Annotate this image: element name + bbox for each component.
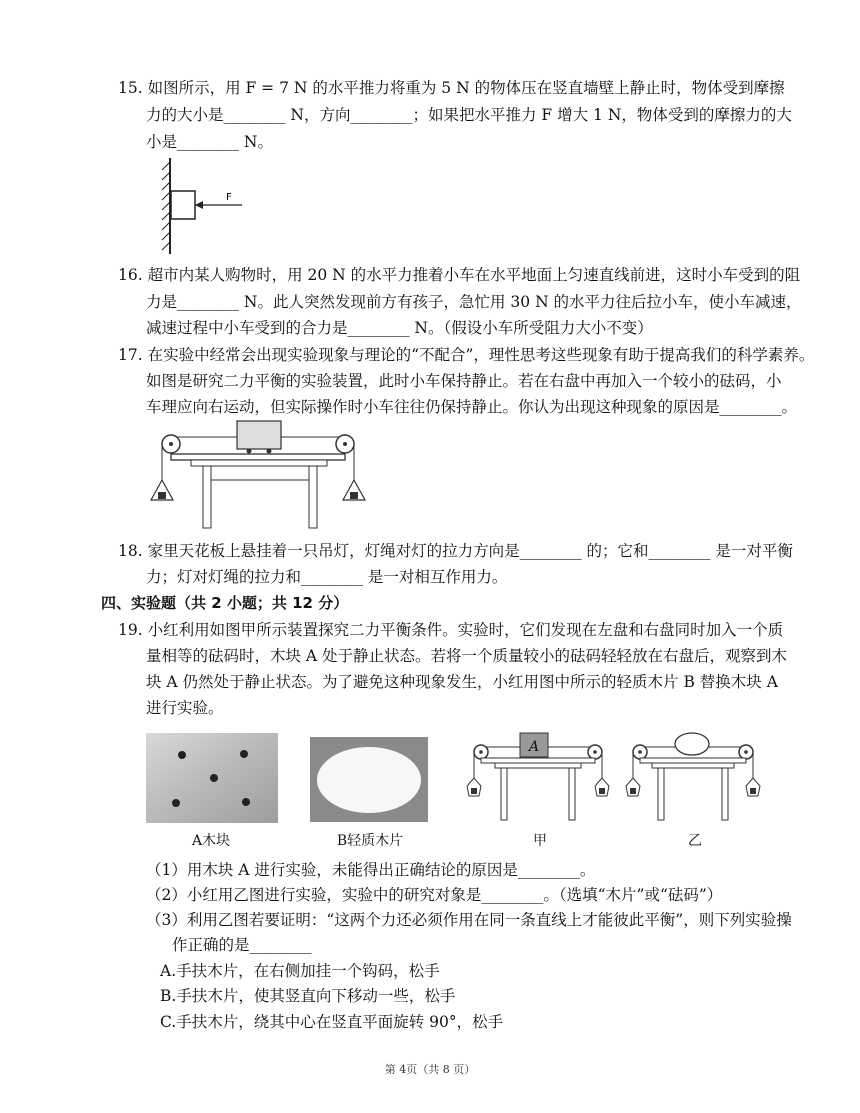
light-card-photo [310, 737, 428, 822]
section-heading: 四、实验题（共 2 小题；共 12 分） [101, 594, 349, 612]
q19-sub3-line2: 作正确的是________ [172, 936, 312, 954]
q15-wall-figure [150, 158, 250, 258]
figure-jia [463, 730, 623, 825]
q19-line1: 19. 小红利用如图甲所示装置探究二力平衡条件。实验时，它们发现在左盘和右盘同时加入一个质 [118, 621, 784, 639]
q19-sub2: （2）小红用乙图进行实验，实验中的研究对象是________。（选填“木片”或“砝码”） [146, 886, 723, 904]
q18-line1: 18. 家里天花板上悬挂着一只吊灯，灯绳对灯的拉力方向是________ 的；它和________ 是一对平衡 [118, 542, 793, 560]
caption-jia: 甲 [533, 833, 547, 849]
q15-line2: 力的大小是________ N，方向________；如果把水平推力 F 增大 1 N，物体受到的摩擦力的大 [146, 106, 792, 124]
q19-option-a: A.手扶木片，在右侧加挂一个钩码，松手 [160, 962, 440, 980]
force-label: F [226, 192, 232, 203]
q19-line4: 进行实验。 [146, 699, 224, 717]
caption-yi: 乙 [688, 833, 702, 849]
q19-line3: 块 A 仍然处于静止状态。为了避免这种现象发生，小红用图中所示的轻质木片 B 替换木块 A [146, 673, 778, 691]
q17-apparatus-figure [145, 418, 375, 533]
block-letter: A [528, 739, 540, 755]
q15-line1: 15. 如图所示，用 F = 7 N 的水平推力将重为 5 N 的物体压在竖直墙壁上静止时，物体受到摩擦 [118, 79, 785, 97]
q19-sub3-line1: （3）利用乙图若要证明：“这两个力还必须作用在同一条直线上才能彼此平衡”，则下列实验操 [146, 911, 792, 929]
q19-sub1: （1）用木块 A 进行实验，未能得出正确结论的原因是________。 [146, 861, 596, 879]
caption-light-card: B轻质木片 [336, 833, 404, 849]
caption-wood-block: A木块 [191, 833, 231, 849]
page-footer: 第 4页（共 8 页） [384, 1063, 476, 1076]
q17-line3: 车理应向右运动，但实际操作时小车往往仍保持静止。你认为出现这种现象的原因是________。 [146, 398, 798, 416]
q16-line2: 力是________ N。此人突然发现前方有孩子，急忙用 30 N 的水平力往后拉小车，使小车减速， [146, 293, 802, 311]
wood-block-photo [146, 733, 278, 823]
q16-line1: 16. 超市内某人购物时，用 20 N 的水平力推着小车在水平地面上匀速直线前进，这时小车受到的阻 [118, 266, 801, 284]
figure-yi [622, 730, 782, 825]
q19-line2: 量相等的砝码时，木块 A 处于静止状态。若将一个质量较小的砝码轻轻放在右盘后，观察到木 [146, 647, 788, 665]
q18-line2: 力；灯对灯绳的拉力和________ 是一对相互作用力。 [146, 568, 508, 586]
q17-line1: 17. 在实验中经常会出现实验现象与理论的“不配合”，理性思考这些现象有助于提高我们的科学素养。 [118, 346, 815, 364]
q17-line2: 如图是研究二力平衡的实验装置，此时小车保持静止。若在右盘中再加入一个较小的砝码，小 [146, 372, 782, 390]
q15-line3: 小是________ N。 [146, 133, 273, 151]
q19-option-b: B.手扶木片，使其竖直向下移动一些，松手 [160, 987, 456, 1005]
q19-option-c: C.手扶木片，绕其中心在竖直平面旋转 90°，松手 [160, 1013, 504, 1031]
q16-line3: 减速过程中小车受到的合力是________ N。（假设小车所受阻力大小不变） [146, 319, 653, 337]
